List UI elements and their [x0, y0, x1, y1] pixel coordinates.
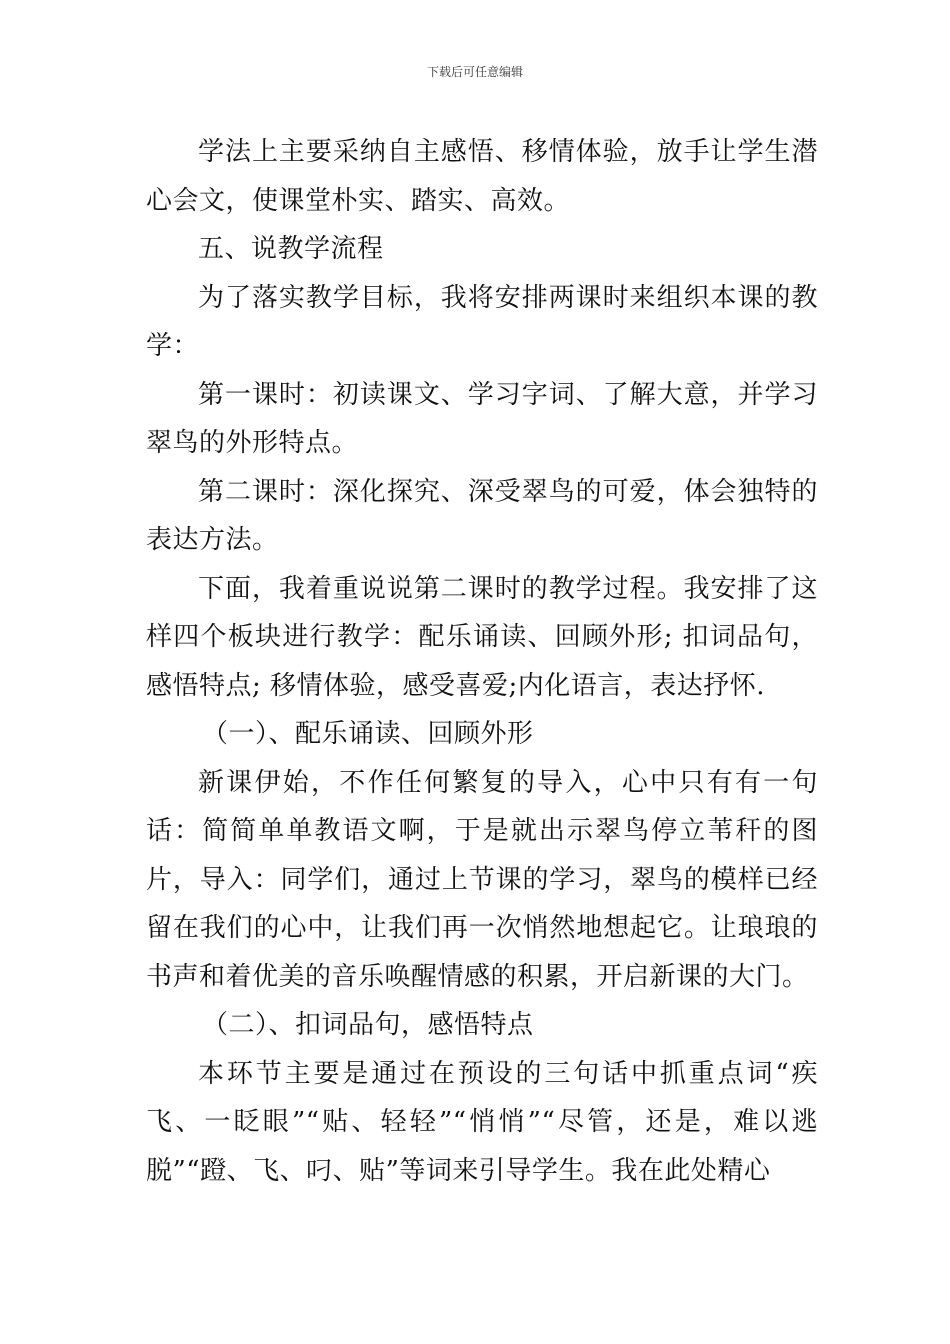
subheading-part-one: （一）、配乐诵读、回顾外形: [202, 719, 534, 749]
paragraph-two-lessons: 为了落实教学目标，我将安排两课时来组织本课的教学：: [146, 282, 818, 361]
paragraph-four-blocks: 下面，我着重说说第二课时的教学过程。我安排了这样四个板块进行教学：配乐诵读、回顾外形; 扣词品句，感悟特点; 移情体验，感受喜爱;内化语言，表达抒怀.: [146, 573, 818, 701]
page-header-note: 下载后可任意编辑: [426, 65, 523, 79]
section-heading-teaching-process: 五、说教学流程: [198, 234, 384, 264]
paragraph-part-two: 本环节主要是通过在预设的三句话中抓重点词“疾飞、一眨眼”“贴、轻轻”“悄悄”“尽管，还是，难以逃脱”“蹬、飞、叼、贴”等词来引导学生。我在此处精心: [146, 1058, 818, 1186]
subheading-part-two: （二）、扣词品句，感悟特点: [202, 1010, 534, 1040]
paragraph-second-lesson: 第二课时：深化探究、深受翠鸟的可爱，体会独特的表达方法。: [146, 476, 818, 555]
document-body: [146, 128, 818, 1195]
paragraph-learning-method: 学法上主要采纳自主感悟、移情体验，放手让学生潜心会文，使课堂朴实、踏实、高效。: [146, 137, 818, 216]
paragraph-first-lesson: 第一课时：初读课文、学习字词、了解大意，并学习翠鸟的外形特点。: [146, 379, 818, 458]
paragraph-part-one: 新课伊始，不作任何繁复的导入，心中只有有一句话：简简单单教语文啊，于是就出示翠鸟停立苇秆的图片，导入：同学们，通过上节课的学习，翠鸟的模样已经留在我们的心中，让我们再一次悄然地想起它。让琅琅的书声和着优美的音乐唤醒情感的积累，开启新课的大门。: [146, 767, 818, 992]
